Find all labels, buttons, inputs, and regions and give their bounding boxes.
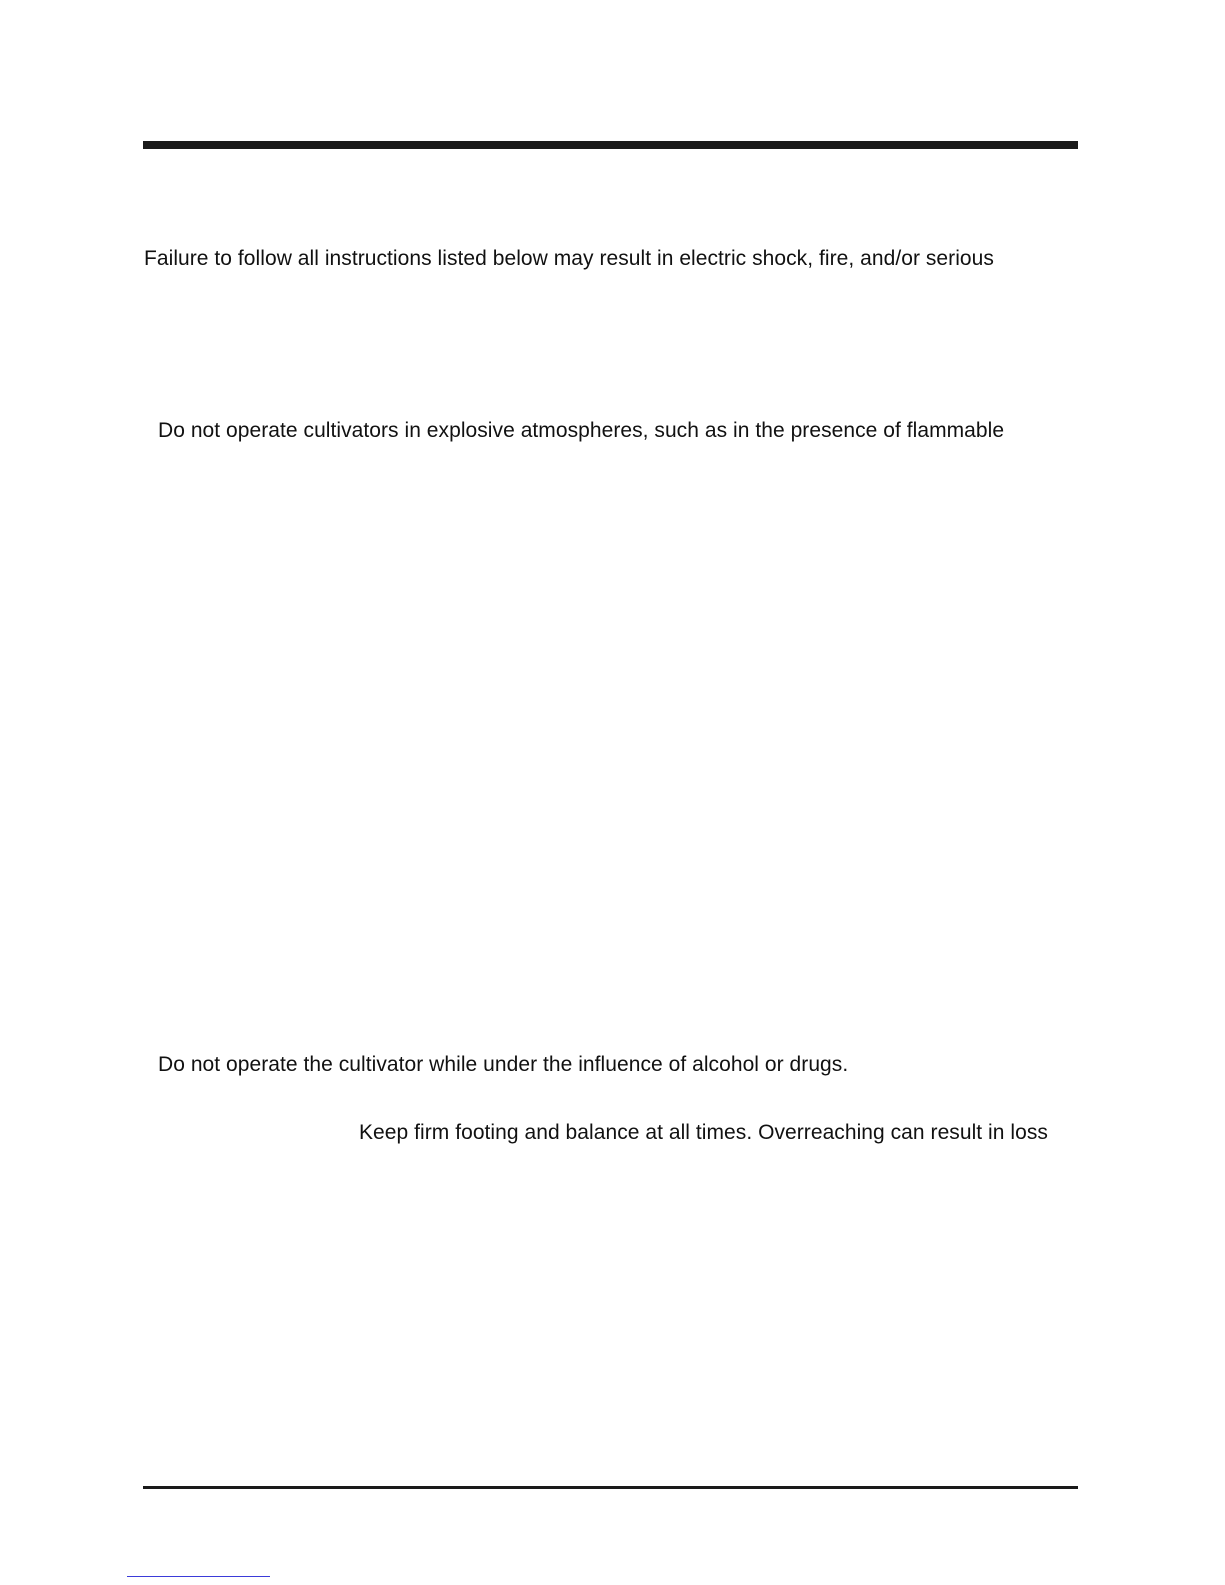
footing-balance-line: Keep firm footing and balance at all times. Overreaching can result in loss [359, 1121, 1048, 1144]
bottom-rule [143, 1486, 1078, 1489]
intro-line: Failure to follow all instructions listed below may result in electric shock, fire, and/or serious [144, 247, 994, 270]
explosive-atmosphere-line: Do not operate cultivators in explosive atmospheres, such as in the presence of flammable [158, 419, 1005, 442]
alcohol-drugs-line: Do not operate the cultivator while under the influence of alcohol or drugs. [158, 1053, 849, 1076]
top-rule [143, 141, 1078, 149]
footer-link-underline[interactable] [127, 1576, 270, 1577]
